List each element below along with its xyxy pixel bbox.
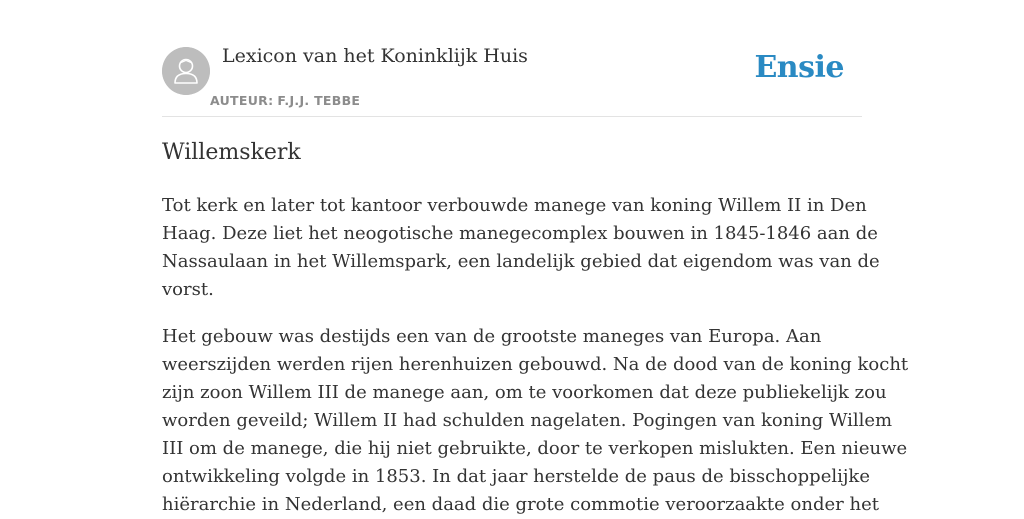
paragraph-line: vorst.: [162, 279, 214, 300]
book-title[interactable]: Lexicon van het Koninklijk Huis: [222, 45, 528, 67]
article-paragraph: [162, 323, 909, 519]
article-page: [162, 0, 909, 515]
paragraph-line: III om de manege, die hij niet gebruikte, door te verkopen mislukten. Een nieuwe: [162, 438, 908, 459]
article-title: Willemskerk: [162, 140, 301, 165]
paragraph-line: zijn zoon Willem III de manege aan, om te voorkomen dat deze publiekelijk zou: [162, 382, 887, 403]
paragraph-line: Tot kerk en later tot kantoor verbouwde manege van koning Willem II in Den: [162, 195, 867, 216]
author-label: AUTEUR:: [210, 93, 274, 108]
person-placeholder-icon: [162, 47, 210, 95]
paragraph-line: weerszijden werden rijen herenhuizen gebouwd. Na de dood van de koning kocht: [162, 354, 909, 375]
article-header: [162, 0, 862, 117]
paragraph-line: Haag. Deze liet het neogotische manegecomplex bouwen in 1845-1846 aan de: [162, 223, 878, 244]
ensie-logo[interactable]: Ensie: [754, 50, 844, 85]
paragraph-line: Nassaulaan in het Willemspark, een landelijk gebied dat eigendom was van de: [162, 251, 880, 272]
author-line: [210, 93, 360, 108]
paragraph-line: ontwikkeling volgde in 1853. In dat jaar herstelde de paus de bisschoppelijke: [162, 466, 870, 487]
paragraph-line: worden geveild; Willem II had schulden nagelaten. Pogingen van koning Willem: [162, 410, 893, 431]
article-paragraph: [162, 192, 880, 304]
paragraph-line: Het gebouw was destijds een van de grootste maneges van Europa. Aan: [162, 326, 822, 347]
author-name[interactable]: F.J.J. TEBBE: [277, 93, 361, 108]
paragraph-line: hiërarchie in Nederland, een daad die grote commotie veroorzaakte onder het: [162, 494, 879, 515]
